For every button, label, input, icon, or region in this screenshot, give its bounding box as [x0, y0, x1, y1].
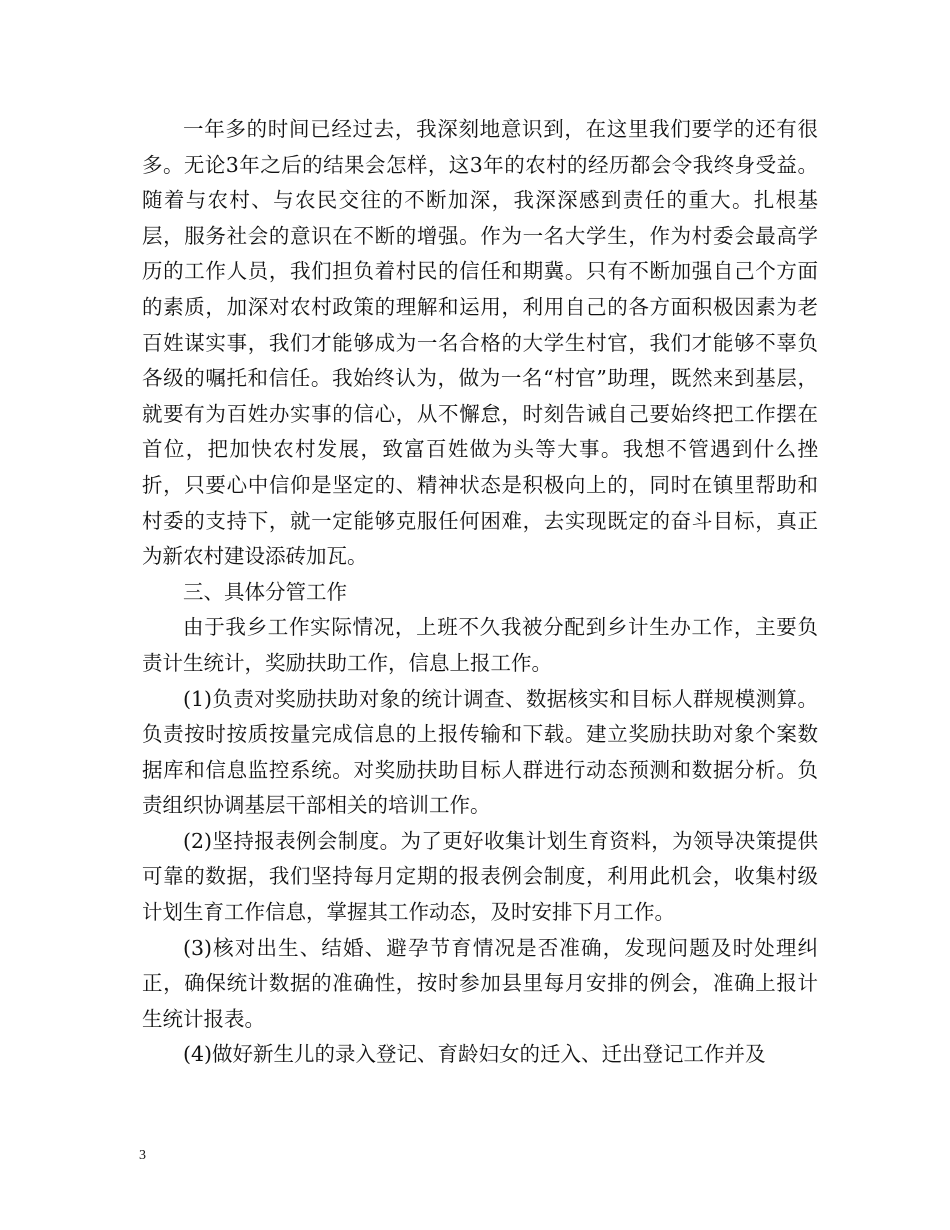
paragraph-item-3: (3)核对出生、结婚、避孕节育情况是否准确，发现问题及时处理纠正，确保统计数据的准确性，按时参加县里每月安排的例会，准确上报计生统计报表。: [142, 935, 818, 1031]
paragraph-item-1: (1)负责对奖励扶助对象的统计调查、数据核实和目标人群规模测算。负责按时按质按量完成信息的上报传输和下载。建立奖励扶助对象个案数据库和信息监控系统。对奖励扶助目标人群进行动态预测和数据分析。负责组织协调基层干部相关的培训工作。: [142, 686, 818, 818]
body-text: [142, 112, 818, 1073]
paragraph-reflection: 一年多的时间已经过去，我深刻地意识到，在这里我们要学的还有很多。无论3年之后的结果会怎样，这3年的农村的经历都会令我终身受益。随着与农村、与农民交往的不断加深，我深深感到责任的重大。扎根基层，服务社会的意识在不断的增强。作为一名大学生，作为村委会最高学历的工作人员，我们担负着村民的信任和期冀。只有不断加强自己个方面的素质，加深对农村政策的理解和运用，利用自己的各方面积极因素为老百姓谋实事，我们才能够成为一名合格的大学生村官，我们才能够不辜负各级的嘱托和信任。我始终认为，做为一名“村官”助理，既然来到基层，就要有为百姓办实事的信心，从不懈怠，时刻告诫自己要始终把工作摆在首位，把加快农村发展，致富百姓做为头等大事。我想不管遇到什么挫折，只要心中信仰是坚定的、精神状态是积极向上的，同时在镇里帮助和村委的支持下，就一定能够克服任何困难，去实现既定的奋斗目标，真正为新农村建设添砖加瓦。: [142, 117, 818, 569]
paragraph-assignment: 由于我乡工作实际情况，上班不久我被分配到乡计生办工作，主要负责计生统计，奖励扶助工作，信息上报工作。: [142, 615, 818, 675]
paragraph-item-2: (2)坚持报表例会制度。为了更好收集计划生育资料，为领导决策提供可靠的数据，我们坚持每月定期的报表例会制度，利用此机会，收集村级计划生育工作信息，掌握其工作动态，及时安排下月工作。: [142, 828, 818, 925]
page-number: 3: [139, 1148, 146, 1163]
paragraph-item-4: (4)做好新生儿的录入登记、育龄妇女的迁入、迁出登记工作并及: [183, 1042, 766, 1067]
section-heading: 三、具体分管工作: [183, 579, 347, 604]
